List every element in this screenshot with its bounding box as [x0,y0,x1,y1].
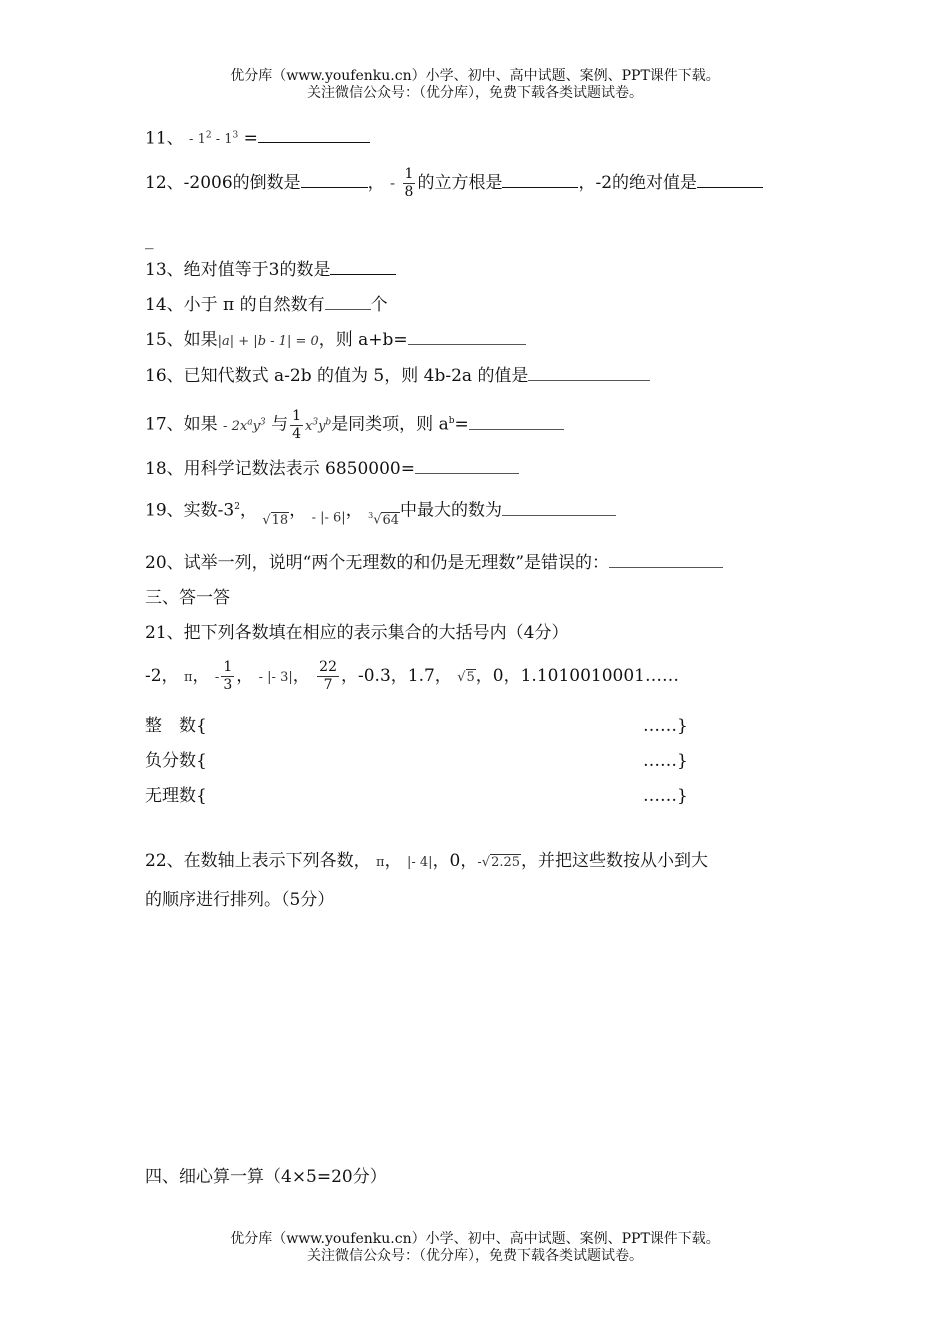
question-16: 16、已知代数式 a-2b 的值为 5，则 4b-2a 的值是 [145,364,650,388]
header-line-2: 关注微信公众号：（优分库），免费下载各类试题试卷。 [307,85,643,101]
q21-sqrt-5: √5 [457,670,475,685]
q11-answer-blank[interactable] [258,126,370,143]
q14-blank[interactable] [325,293,371,310]
q21-fraction-1-3: $\frac{1}{3}$ [223,659,233,693]
q17-term-2: $x^3y^b$ [304,417,332,434]
question-17: 17、如果 - $2x^ay^3$ 与 $\frac{1}{4}$ $x^3y^b$是同类项，则 $a^b=$ [145,401,564,447]
q18-blank[interactable] [415,457,519,474]
q12-fraction: $\frac{1}{8}$ [404,166,414,200]
q21-row-irrationals: 无理数{ ……} [145,786,688,806]
q21-title: 21、把下列各数填在相应的表示集合的大括号内（4分） [145,623,569,643]
question-14: 14、小于 π 的自然数有 个 [145,295,388,315]
q21-abs: - |- 3| [258,670,293,685]
q11-equals: = [243,128,258,149]
question-20: 20、试举一列，说明“两个无理数的和仍是无理数”是错误的： [145,551,723,575]
q22-sqrt: √2.25 [481,855,521,870]
question-18: 18、用科学记数法表示 6850000= [145,457,519,481]
q19-abs: - |- 6| [311,510,346,526]
section-3-title: 三、答一答 [145,588,230,608]
q11-expression: - $1^2 - 1^3$ [189,131,239,148]
q12-blank-3[interactable] [697,171,763,188]
q15-expression: |a| + |b - 1| = 0 [217,334,319,349]
q17-term-1: - $2x^ay^3$ [223,417,266,434]
footer-line-1: 优分库（www.youfenku.cn）小学、初中、高中试题、案例、PPT课件下载。 [230,1231,720,1247]
q19-sqrt-18: √18 [262,512,289,528]
question-13: 13、绝对值等于3的数是 [145,258,396,282]
q17-fraction: $\frac{1}{4}$ [292,407,301,442]
q21-row-integers: 整 数{ ……} [145,716,688,736]
q11-number: 11、 [145,128,184,149]
page-header [0,68,950,102]
q13-blank[interactable] [330,258,396,275]
question-22: 22、在数轴上表示下列各数， π， |- 4|，0，-√2.25，并把这些数按从小到大 [145,849,708,875]
footer-line-2: 关注微信公众号：（优分库），免费下载各类试题试卷。 [307,1248,643,1264]
q19-cuberoot-64: $^3$√64 [368,511,400,528]
q22-abs: |- 4| [407,855,433,870]
q22-line-2: 的顺序进行排列。（5分） [145,890,335,910]
q15-blank[interactable] [408,328,526,345]
q12-continuation: _ [145,230,154,250]
question-11 [145,124,370,152]
q21-number-list: -2， π， - $\frac{1}{3}$ ， - |- 3|， $\frac{22}{7}$ ，-0.3，1.7， √5，0，1.1010010001…… [145,656,679,698]
q12-blank-2[interactable] [502,171,578,188]
question-15: 15、如果|a| + |b - 1| = 0，则 a+b= [145,328,526,354]
q20-blank[interactable] [609,551,723,568]
question-19: 19、实数$-3^2$， √18， $_{- |- 6|}$， $^3$√64中最大的数为 [145,492,616,536]
q19-blank[interactable] [502,499,616,516]
q21-fraction-22-7: $\frac{22}{7}$ [319,659,337,693]
q17-blank[interactable] [469,413,564,430]
q12-blank-1[interactable] [301,171,368,188]
q16-blank[interactable] [528,364,650,381]
page-footer [0,1231,950,1265]
question-12: 12、-2006的倒数是 ， - $\frac{1}{8}$ 的立方根是 ，-2的绝对值是 [145,163,763,203]
section-4-title: 四、细心算一算（4×5=20分） [145,1167,387,1187]
q21-row-negative-fractions: 负分数{ ……} [145,751,688,771]
header-line-1: 优分库（www.youfenku.cn）小学、初中、高中试题、案例、PPT课件下载。 [230,68,720,84]
